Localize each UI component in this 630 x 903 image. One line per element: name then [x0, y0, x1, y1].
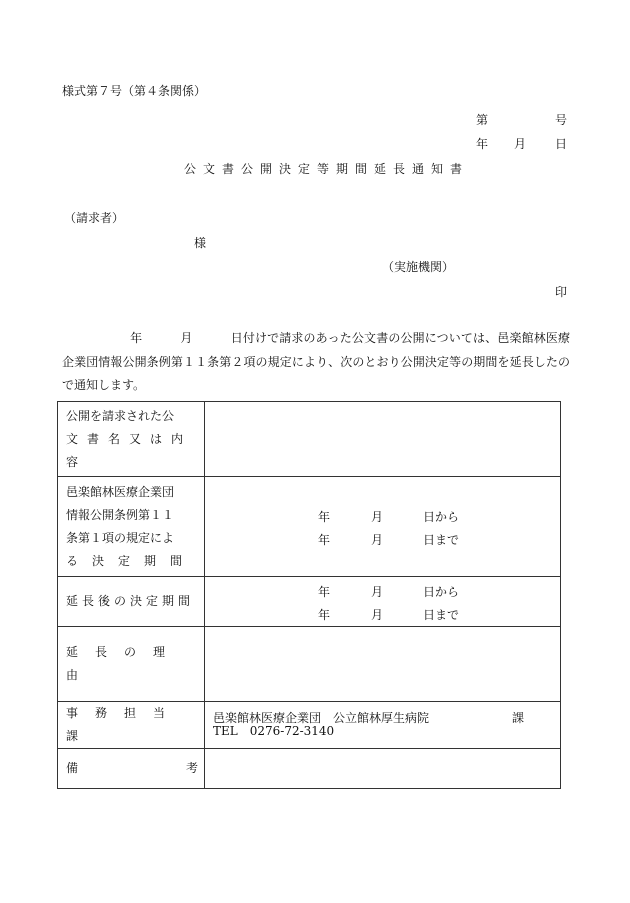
office-label: [58, 702, 205, 749]
label-line: 条第１項の規定によ: [66, 530, 175, 545]
remarks-label-left: 備: [66, 761, 79, 775]
body-text: 日付けで請求のあった公文書の公開については、邑楽館林医療企業団情報公開条例第１１条第２項の規定により、次のとおり公開決定等の期間を延長したので通知します。: [62, 331, 570, 392]
table-row-original-period: [58, 477, 561, 577]
reason-value[interactable]: [205, 627, 561, 702]
to-day: 日まで: [423, 607, 460, 622]
date-from: [205, 504, 560, 527]
extended-period-label: [58, 577, 205, 627]
notice-paragraph: [62, 327, 570, 398]
from-year: 年: [318, 584, 331, 599]
agency-label: （実施機関）: [382, 260, 455, 274]
from-day: 日から: [423, 509, 460, 524]
notice-table: [57, 401, 561, 789]
office-tel: TEL 0276-72-3140: [213, 724, 335, 738]
label-line: 延長後の決定期間: [66, 594, 195, 608]
date-year: 年: [476, 137, 489, 151]
date-to: [205, 602, 560, 625]
to-year: 年: [318, 607, 331, 622]
original-period-label: [58, 477, 205, 577]
label-line: る決定期間: [66, 553, 197, 568]
from-day: 日から: [423, 584, 460, 599]
document-name-label: [58, 402, 205, 477]
office-section: 課: [511, 711, 524, 725]
to-day: 日まで: [423, 532, 460, 547]
label-line: 延長の理由: [66, 645, 183, 682]
remarks-value[interactable]: [205, 749, 561, 789]
table-row-remarks: [58, 749, 561, 789]
label-line: 邑楽館林医療企業団: [66, 484, 175, 499]
label-line: 文書名又は内容: [66, 431, 193, 469]
doc-number-suffix: 号: [555, 113, 568, 127]
seal-mark: 印: [555, 285, 568, 299]
to-month: 月: [371, 532, 384, 547]
to-month: 月: [371, 607, 384, 622]
requester-label: （請求者）: [64, 211, 125, 225]
to-year: 年: [318, 532, 331, 547]
reason-label: [58, 627, 205, 702]
office-name: 邑楽館林医療企業団 公立館林厚生病院: [213, 711, 430, 725]
doc-number-prefix: 第: [476, 113, 489, 127]
from-month: 月: [371, 584, 384, 599]
document-title: 公文書公開決定等期間延長通知書: [184, 162, 470, 176]
extended-period-value[interactable]: [205, 577, 561, 627]
table-row-document: [58, 402, 561, 477]
body-year: 年: [130, 331, 143, 345]
table-row-office: [58, 702, 561, 749]
date-day: 日: [555, 137, 568, 151]
from-year: 年: [318, 509, 331, 524]
body-month: 月: [180, 331, 193, 345]
remarks-label: [58, 749, 205, 789]
date-from: [205, 579, 560, 602]
label-line: 公開を請求された公: [66, 408, 175, 423]
requester-honorific: 様: [194, 236, 207, 250]
remarks-label-right: 考: [185, 761, 198, 775]
original-period-value[interactable]: [205, 477, 561, 577]
from-month: 月: [371, 509, 384, 524]
date-to: [205, 527, 560, 550]
office-value: [205, 702, 561, 749]
label-line: 情報公開条例第１１: [66, 507, 175, 522]
label-line: 事務担当課: [66, 706, 183, 743]
form-number: 様式第７号（第４条関係）: [62, 84, 207, 98]
table-row-reason: [58, 627, 561, 702]
date-month: 月: [514, 137, 527, 151]
table-row-extended-period: [58, 577, 561, 627]
document-name-value[interactable]: [205, 402, 561, 477]
